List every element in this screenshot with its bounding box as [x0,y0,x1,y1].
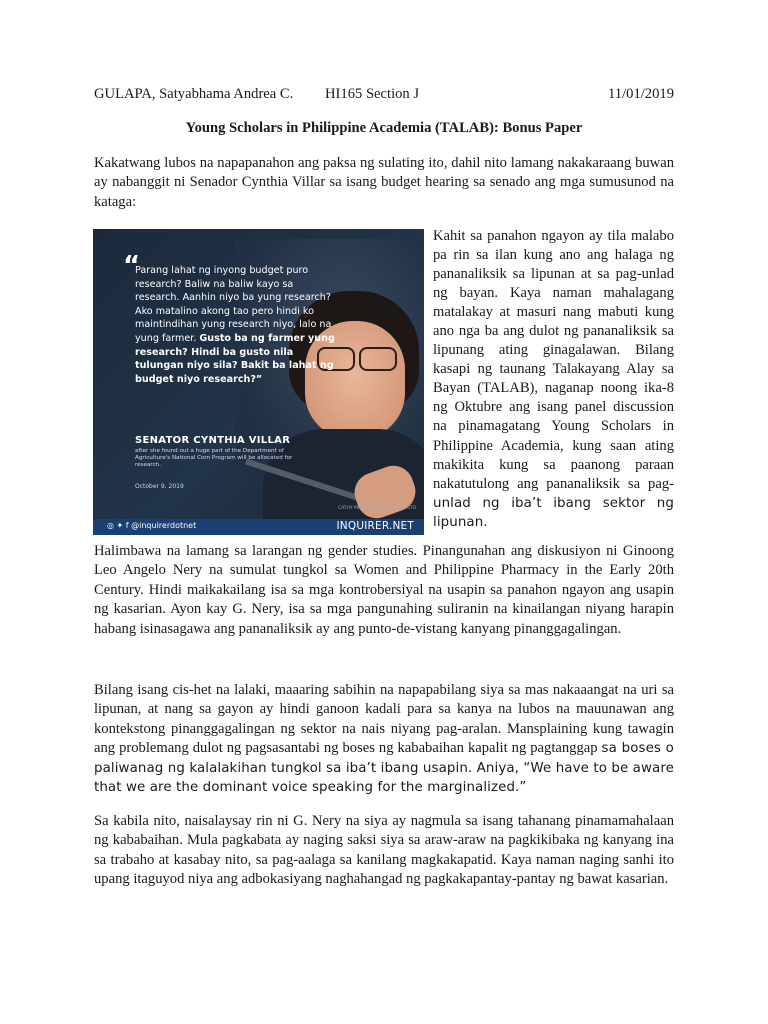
quote-bold: Gusto ba ng farmer yung research? Hindi ba gusto nila tulungan niyo sila? Bakit ba lahat ng budget niyo research?” [135,332,335,385]
brand-logo: INQUIRER.NET [336,520,414,532]
paragraph-intro: Kakatwang lubos na napapanahon ang paksa ng sulating ito, dahil nito lamang nakakaraang buwan ay nabanggit ni Senador Cynthia Villar sa isang budget hearing sa senado ang mga sumusunod na kataga: [94,155,674,210]
date: 11/01/2019 [608,86,674,102]
speaker-name: SENATOR CYNTHIA VILLAR [135,435,291,446]
header-line [94,86,674,106]
course-section: HI165 Section J [325,86,420,102]
quote-normal: Parang lahat ng inyong budget puro research? Baliw na baliw kayo sa research. Aanhin niyo ba yung research? Ako matalino akong tao pero hindi ko maintindihan yung research niyo, lalo na yung farmer. [135,265,332,344]
quote-mark-icon: “ [123,251,141,281]
image-caption: after she found out a huge part of the Department of Agriculture's National Corn Program will be allocated for research. [135,448,293,468]
paragraph-beside-image [433,227,674,532]
brand-bar [93,519,424,535]
social-handle [107,521,196,530]
p3-tail-text: sa boses o paliwanag ng kalalakihan tungkol sa iba’t ibang usapin. Aniya, “We have to be aware that we are the dominant voice speaking for the marginalized.” [94,741,674,796]
news-quote-image [93,229,424,535]
paragraph-household: Sa kabila nito, naisalaysay rin ni G. Nery na siya ay nagmula sa isang tahanang pinamamahalaan ng kababaihan. Mula pagkabata ay naging saksi siya sa araw-araw na pagkikibaka ng kanyang ina sa trabaho at kasabay nito, sa pag-aalaga sa kanilang magkakapatid. Kaya naman naging sanhi ito upang itaguyod niya ang adbokasiyang naghahangad ng pagkakapantay-pantay ng bawat kasarian. [94,813,674,888]
p3-main-text: Bilang isang cis-het na lalaki, maaaring sabihin na napapabilang siya sa mas nakaaangat na uri sa lipunan, at nang sa gayon ay hindi ganoon kadali para sa kanya na lubos na mauunawan ang kontekstong pinanggagalingan ng sektor na nais niyang pag-aralan. Mansplaining kung tawagin ang problemang dulot ng pagsasantabi ng boses ng kababaihan kapalit ng pagtanggap [94,682,674,757]
paragraph-gender-studies: Halimbawa na lamang sa larangan ng gender studies. Pinangunahan ang diskusiyon ni Ginoong Leo Angelo Nery na sumulat tungkol sa Women and Philippine Pharmacy in the Early 20th Century. Hindi maikakailang isa sa mga kontrobersiyal na usapin sa panahon ngayon ang usapin ng kasarian. Ayon kay G. Nery, isa sa mga pangunahing suliranin na kinailangan niyang harapin habang isinasagawa ang pananaliksik ay ang punto-de-vistang kanyang pinanggagalingan. [94,543,674,637]
image-date: October 9, 2019 [135,483,184,490]
paragraph-cis-het [94,681,674,797]
beside-image-text: Kahit sa panahon ngayon ay tila malabo pa rin sa ilan kung ano ang halaga ng pananaliksik sa lipunan at sa pag-unlad ng bayan. Kaya naman mahalagang matalakay at masuri nang mabuti kung ano nga ba ang dulot ng pananaliksik sa lipunang ating ginagalawan. Bilang kasapi ng taunang Talakayang Alay sa Bayan (TALAB), naganap noong ika-8 ng Oktubre ang isang panel discussion na pinamagatang Young Scholars in Philippine Academia, kung saan ating makikita kung sa paanong paraan nakatutulong ang pananaliksik sa pag- [433,228,674,492]
paper-title: Young Scholars in Philippine Academia (TALAB): Bonus Paper [185,120,583,136]
beside-image-tail: unlad ng iba’t ibang sektor ng lipunan. [433,495,674,530]
quote-text [135,264,335,386]
author-name: GULAPA, Satyabhama Andrea C. [94,86,294,102]
photo-credit: CATHY MIRANDA/INQUIRER PHOTO [337,506,416,511]
glasses-icon [359,347,397,371]
social-icons: ◎ ✦ f [107,521,129,530]
social-handle-text: @inquirerdotnet [131,521,197,530]
